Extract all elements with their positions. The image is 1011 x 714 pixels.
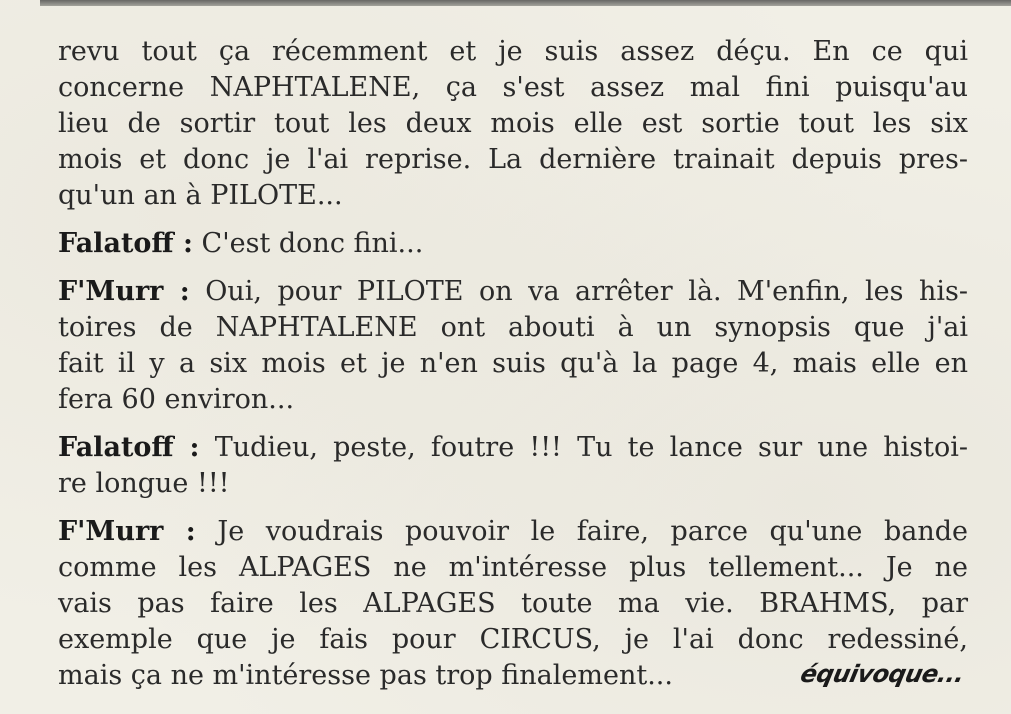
speaker-name: F'Murr :: [58, 516, 196, 547]
text-line: toires de NAPHTALENE ont abouti à un synopsis que j'ai: [58, 312, 968, 343]
text-line: [58, 658, 968, 694]
speaker-name: Falatoff :: [58, 228, 193, 259]
top-rule-divider: [40, 0, 1011, 6]
interview-text: [58, 34, 968, 706]
text-line: fera 60 environ...: [58, 384, 295, 415]
text-line: lieu de sortir tout les deux mois elle est sortie tout les six: [58, 108, 968, 139]
dialogue-paragraph: [58, 430, 968, 502]
dialogue-text: Tudieu, peste, foutre !!! Tu te lance sur une histoi-: [214, 432, 968, 463]
text-line: concerne NAPHTALENE, ça s'est assez mal fini puisqu'au: [58, 72, 968, 103]
text-line: re longue !!!: [58, 468, 230, 499]
dialogue-paragraph: [58, 274, 968, 418]
text-line: [58, 226, 968, 262]
text-line: mois et donc je l'ai reprise. La dernière trainait depuis pres-: [58, 144, 968, 175]
text-line: [58, 430, 968, 466]
text-line: [58, 274, 968, 310]
handwritten-signature: équivoque...: [798, 660, 967, 688]
dialogue-text: mais ça ne m'intéresse pas trop finalement...: [58, 660, 673, 691]
dialogue-paragraph: [58, 514, 968, 694]
text-line: qu'un an à PILOTE...: [58, 180, 343, 211]
narrative-paragraph: [58, 34, 968, 214]
text-line: vais pas faire les ALPAGES toute ma vie. BRAHMS, par: [58, 588, 968, 619]
dialogue-text: C'est donc fini...: [201, 228, 424, 259]
dialogue-paragraph: [58, 226, 968, 262]
text-line: exemple que je fais pour CIRCUS, je l'ai donc redessiné,: [58, 624, 968, 655]
speaker-name: F'Murr :: [58, 276, 190, 307]
text-line: [58, 514, 968, 550]
text-line: fait il y a six mois et je n'en suis qu'à la page 4, mais elle en: [58, 348, 968, 379]
text-line: revu tout ça récemment et je suis assez déçu. En ce qui: [58, 36, 968, 67]
text-line: comme les ALPAGES ne m'intéresse plus tellement... Je ne: [58, 552, 968, 583]
speaker-name: Falatoff :: [58, 432, 200, 463]
dialogue-text: Je voudrais pouvoir le faire, parce qu'une bande: [217, 516, 968, 547]
dialogue-text: Oui, pour PILOTE on va arrêter là. M'enfin, les his-: [205, 276, 968, 307]
